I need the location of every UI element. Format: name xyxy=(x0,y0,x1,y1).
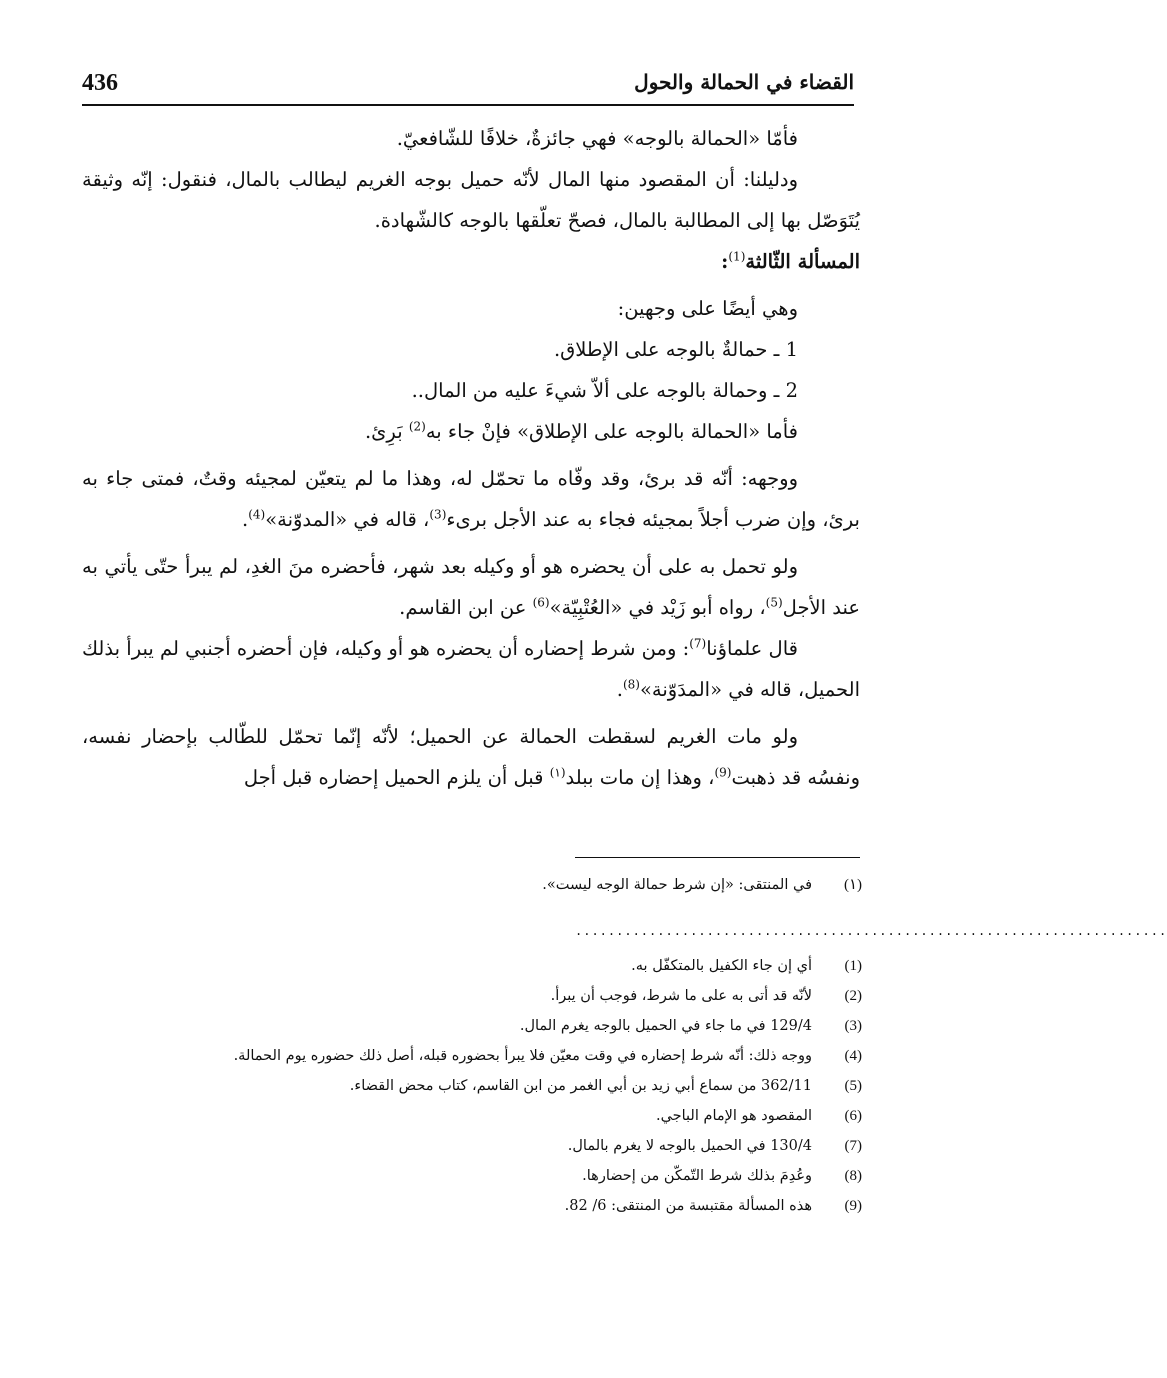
paragraph-text: ودليلنا: أن المقصود منها المال لأنّه حميل بوجه الغريم ليطالب بالمال، فنقول: إنّه وثيقة يُتَوَصّل بها إلى المطالبة بالمال، فصحّ تعلّقها بالوجه كالشّهادة. xyxy=(82,168,860,232)
paragraph xyxy=(82,118,860,159)
paragraph-text: بَرِئ. xyxy=(364,420,409,443)
footnote-ref: (2) xyxy=(408,419,426,434)
footnote xyxy=(82,1164,862,1189)
footnote-ref: (7) xyxy=(689,636,707,651)
running-title: القضاء في الحمالة والحول xyxy=(634,70,854,94)
footnote xyxy=(82,1134,862,1159)
footnote xyxy=(82,1104,862,1129)
paragraph-text: : ومن شرط إحضاره أن يحضره هو أو وكيله، فإن أحضره أجنبي لم يبرأ بذلك الحميل، قاله في «المدَوّنة» xyxy=(82,637,860,701)
footnote-number: (١) xyxy=(843,877,862,893)
footnote-number: (1) xyxy=(844,958,862,974)
footnote-number: (7) xyxy=(844,1138,862,1154)
paragraph xyxy=(82,458,860,540)
paragraph xyxy=(82,411,860,452)
footnote xyxy=(82,873,862,898)
footnote-number: (6) xyxy=(844,1108,862,1124)
footnote-number: (5) xyxy=(844,1078,862,1094)
footnote xyxy=(82,1194,862,1219)
paragraph xyxy=(82,716,860,798)
main-text xyxy=(82,118,860,798)
footnote xyxy=(82,954,862,979)
footnote-number: (9) xyxy=(844,1198,862,1214)
paragraph-text: قال علماؤنا xyxy=(706,637,798,660)
page-number: 436 xyxy=(82,70,118,96)
footnote-text: المقصود هو الإمام الباجي. xyxy=(655,1108,812,1124)
paragraph-text: ولو مات الغريم لسقطت الحمالة عن الحميل؛ لأنّه إنّما تحمّل للطّالب بإحضار نفسه، ونفسُه قد ذهبت xyxy=(82,725,860,789)
list-item-text: 2 ـ وحمالة بالوجه على ألاّ شيءَ عليه من المال.. xyxy=(411,379,798,402)
footnote-ref: (6) xyxy=(532,595,550,610)
paragraph xyxy=(82,288,860,329)
paragraph xyxy=(82,159,860,241)
paragraph-text: ولو تحمل به على أن يحضره هو أو وكيله بعد شهر، فأحضره منَ الغدِ، لم يبرأ حتّى يأتي به عند الأجل xyxy=(82,555,860,619)
footnote-number: (4) xyxy=(844,1048,862,1064)
section-heading xyxy=(82,241,860,282)
footnote-ref: (5) xyxy=(765,595,783,610)
footnote-text: هذه المسألة مقتبسة من المنتقى: 6/ 82. xyxy=(564,1198,812,1214)
footnote-number: (3) xyxy=(844,1018,862,1034)
paragraph-text: وهي أيضًا على وجهين: xyxy=(617,297,798,320)
paragraph xyxy=(82,628,860,710)
footnote-ref: (3) xyxy=(429,507,447,522)
list-item-text: 1 ـ حمالةٌ بالوجه على الإطلاق. xyxy=(553,338,798,361)
paragraph-text: ، قاله في «المدوّنة» xyxy=(265,508,430,531)
paragraph-text: فأمّا «الحمالة بالوجه» فهي جائزةٌ، خلافًا للشّافعيّ. xyxy=(396,127,798,150)
list-item xyxy=(82,329,860,370)
footnote xyxy=(82,984,862,1009)
footnote-ref: (1) xyxy=(728,249,746,264)
paragraph-text: عن ابن القاسم. xyxy=(399,596,533,619)
footnote-ref: (9) xyxy=(714,765,732,780)
footnote xyxy=(82,1014,862,1039)
paragraph-text: ووجهه: أنّه قد برئ، وقد وفّاه ما تحمّل له، وهذا ما لم يتعيّن لمجيئه وقتٌ، فمتى جاء به برئ، وإن ضرب أجلاً بمجيئه فجاء به عند الأجل برىء xyxy=(82,467,860,531)
paragraph xyxy=(82,546,860,628)
section-heading-text: المسألة الثّالثة xyxy=(745,250,860,273)
paragraph-text: فأما «الحمالة بالوجه على الإطلاق» فإنْ جاء به xyxy=(425,420,798,443)
editor-footnotes xyxy=(82,873,862,903)
paragraph-text: ، وهذا إن مات ببلد xyxy=(565,766,715,789)
footnote-text: وعُدِمَ بذلك شرط التّمكّن من إحضارها. xyxy=(582,1168,812,1184)
paragraph-text: . xyxy=(616,678,623,701)
footnote-text: 362/11 من سماع أبي زيد بن أبي الغمر من ابن القاسم، كتاب محض القضاء. xyxy=(349,1078,812,1094)
footnote-divider xyxy=(575,857,860,858)
footnote-number: (2) xyxy=(844,988,862,1004)
footnote-text: 130/4 في الحميل بالوجه لا يغرم بالمال. xyxy=(567,1138,812,1154)
list-item xyxy=(82,370,860,411)
footnote-ref: (8) xyxy=(622,677,640,692)
footnote-text: لأنّه قد أتى به على ما شرط، فوجب أن يبرأ. xyxy=(550,988,812,1004)
footnote-ref: (١) xyxy=(549,765,566,780)
footnote-text: أي إن جاء الكفيل بالمتكفّل به. xyxy=(631,958,812,974)
page-header xyxy=(82,64,854,106)
footnote-text: ووجه ذلك: أنّه شرط إحضاره في وقت معيّن فلا يبرأ بحضوره قبله، أصل ذلك حضوره يوم الحمالة. xyxy=(233,1048,812,1064)
paragraph-text: قبل أن يلزم الحميل إحضاره قبل أجل xyxy=(243,766,550,789)
footnote-text: 129/4 في ما جاء في الحميل بالوجه يغرم المال. xyxy=(519,1018,812,1034)
heading-colon: : xyxy=(721,250,729,273)
commentary-footnotes xyxy=(82,954,862,1224)
paragraph-text: . xyxy=(241,508,249,531)
dotted-separator: ........................................................................ xyxy=(575,924,1167,938)
paragraph-text: ، رواه أبو زَيْد في «العُتْبِيّة» xyxy=(549,596,766,619)
footnote xyxy=(82,1074,862,1099)
footnote-number: (8) xyxy=(844,1168,862,1184)
footnote xyxy=(82,1044,862,1069)
footnote-ref: (4) xyxy=(248,507,266,522)
footnote-text: في المنتقى: «إن شرط حمالة الوجه ليست». xyxy=(542,877,812,893)
